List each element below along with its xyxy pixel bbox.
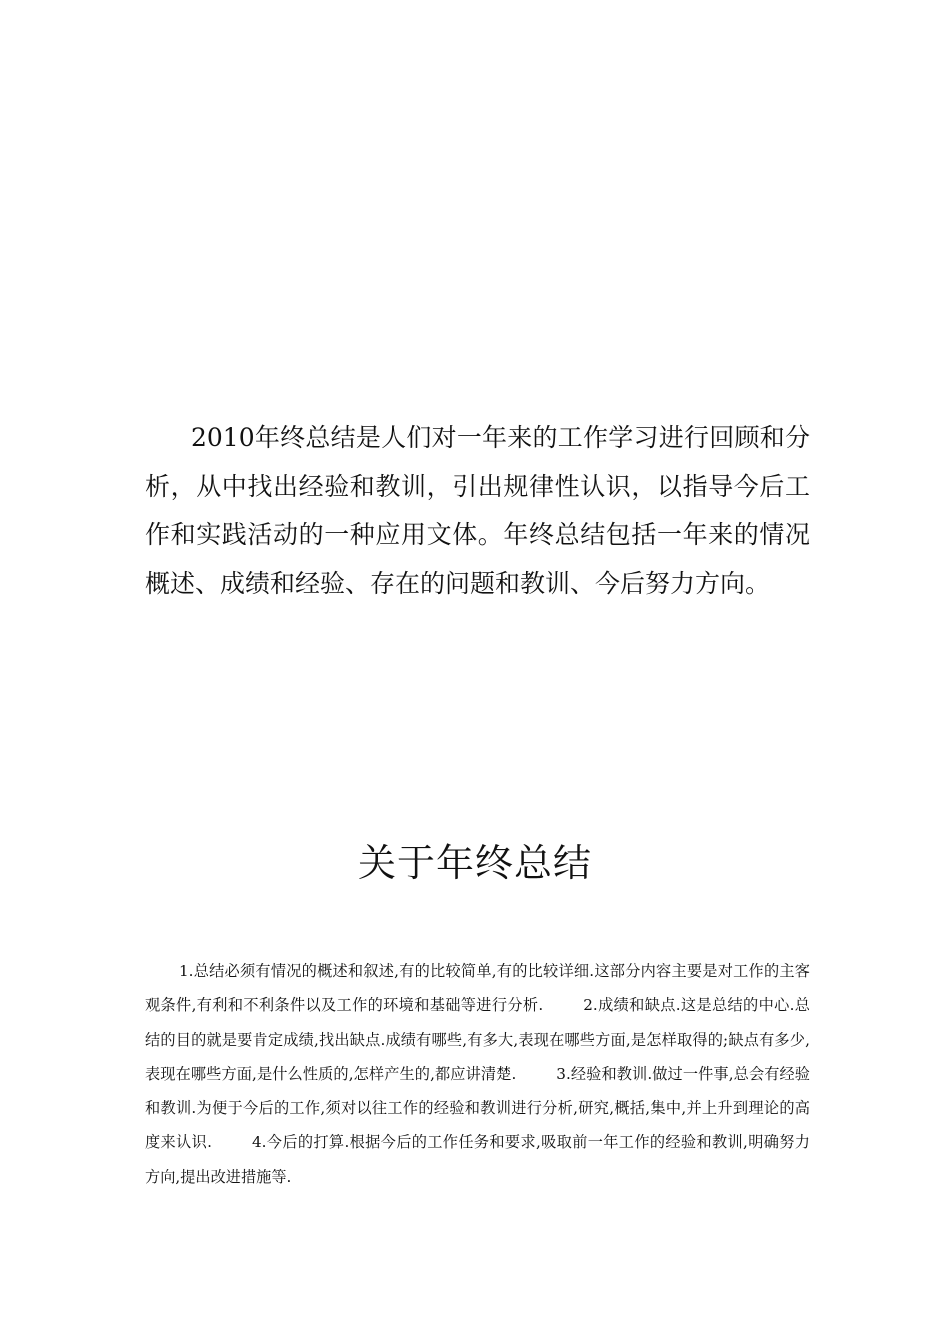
summary-point-2: 2.成绩和缺点.这是总结的中心.总结的目的就是要肯定成绩,找出缺点.成绩有哪些,有多大,表现在哪些方面,是怎样取得的;缺点有多少,表现在哪些方面,是什么性质的,怎样产生的,都应讲清楚. — [145, 996, 810, 1083]
summary-points-paragraph — [145, 954, 810, 1194]
summary-point-3: 3.经验和教训.做过一件事,总会有经验和教训.为便于今后的工作,须对以往工作的经验和教训进行分析,研究,概括,集中,并上升到理论的高度来认识. — [145, 1064, 810, 1152]
summary-point-4: 4.今后的打算.根据今后的工作任务和要求,吸取前一年工作的经验和教训,明确努力方向,提出改进措施等. — [145, 1133, 810, 1186]
document-title: 关于年终总结 — [357, 841, 592, 885]
summary-point-1: 1.总结必须有情况的概述和叙述,有的比较简单,有的比较详细.这部分内容主要是对工作的主客观条件,有利和不利条件以及工作的环境和基础等进行分析. — [145, 962, 810, 1015]
intro-paragraph: 2010年终总结是人们对一年来的工作学习进行回顾和分析，从中找出经验和教训，引出规律性认识，以指导今后工作和实践活动的一种应用文体。年终总结包括一年来的情况概述、成绩和经验、存在的问题和教训、今后努力方向。 — [145, 423, 810, 598]
